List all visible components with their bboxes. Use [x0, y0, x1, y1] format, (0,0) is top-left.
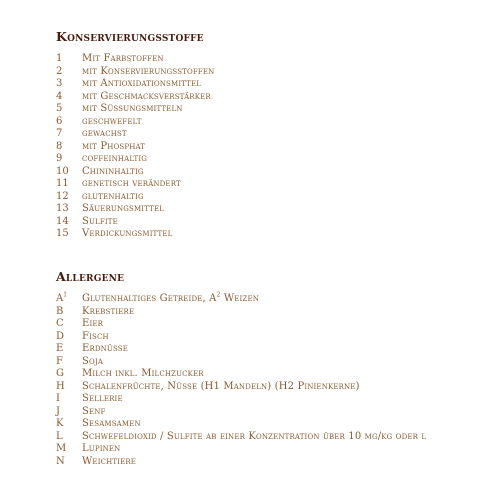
item-label: Verdickungsmittel: [82, 228, 173, 239]
item-label: Krebstiere: [82, 305, 135, 317]
item-label: Säuerungsmittel: [82, 203, 165, 214]
item-code: J: [56, 405, 61, 417]
list-item: [56, 78, 486, 91]
item-code: 4: [56, 90, 63, 102]
item-code: G: [56, 368, 64, 379]
item-code: 12: [56, 190, 69, 202]
item-label-main: Glutenhaltiges Getreide, A: [82, 293, 217, 304]
conservants-section: [56, 30, 486, 241]
item-label: Senf: [82, 405, 106, 417]
item-label: Milch inkl. Milchzucker: [82, 368, 204, 379]
list-item: [56, 318, 486, 331]
list-item: [56, 216, 486, 229]
list-item: [56, 53, 486, 66]
item-label: Erdnüsse: [82, 343, 128, 354]
item-label: Fisch: [82, 330, 109, 342]
item-label-superscript: 2: [216, 291, 221, 299]
list-item: [56, 66, 486, 79]
list-item: [56, 128, 486, 141]
list-item: [56, 418, 486, 431]
list-item: [56, 91, 486, 104]
item-code: 7: [56, 128, 63, 139]
item-code: 14: [56, 215, 69, 227]
list-item: [56, 356, 486, 369]
item-label: geschwefelt: [82, 115, 142, 127]
list-item: [56, 406, 486, 419]
item-label: Schwefeldioxid / Sulfite ab einer Konzentration über 10 mg/kg oder l: [82, 430, 427, 442]
item-code: 13: [56, 203, 69, 214]
item-label: Schalenfrüchte, Nüsse (H1 Mandeln) (H2 Pinienkerne): [82, 380, 360, 392]
allergens-heading: Allergene: [56, 269, 125, 284]
item-label: Sulfite: [82, 215, 118, 227]
item-label: Lupinen: [82, 443, 121, 454]
list-item: [56, 431, 486, 444]
item-code: E: [56, 343, 64, 354]
item-code: 3: [56, 78, 63, 89]
item-label-tail: Weizen: [220, 293, 259, 304]
item-code-letter: A: [56, 293, 64, 304]
item-code: 8: [56, 140, 63, 152]
item-label: mit Phosphat: [82, 140, 146, 152]
allergens-list: [56, 293, 486, 468]
item-label: Chininhaltig: [82, 165, 144, 177]
list-item: [56, 293, 486, 306]
item-code: B: [56, 305, 64, 317]
list-item: [56, 368, 486, 381]
item-code: 9: [56, 153, 63, 164]
item-code: 15: [56, 228, 69, 239]
item-label: Weichtiere: [82, 455, 137, 467]
item-code: N: [56, 455, 65, 467]
item-code: 11: [56, 178, 69, 189]
list-item: [56, 381, 486, 394]
item-code: [56, 293, 82, 306]
list-item: [56, 306, 486, 319]
item-label: mit Konservierungsstoffen: [82, 65, 215, 77]
item-label: Sellerie: [82, 393, 123, 404]
item-label: coffeinhaltig: [82, 153, 148, 164]
list-item: [56, 141, 486, 154]
list-item: [56, 228, 486, 241]
item-label: Soja: [82, 355, 104, 367]
item-label: Sesamsamen: [82, 418, 141, 429]
item-code: H: [56, 380, 65, 392]
item-code: I: [56, 393, 60, 404]
list-item: [56, 456, 486, 469]
list-item: [56, 343, 486, 356]
item-label: gewachst: [82, 128, 127, 139]
list-item: [56, 166, 486, 179]
item-code: K: [56, 418, 64, 429]
allergens-section: [56, 270, 486, 468]
item-label: mit Antioxidationsmittel: [82, 78, 202, 89]
item-code: C: [56, 318, 64, 329]
list-item: [56, 103, 486, 116]
list-item: [56, 153, 486, 166]
item-code: 5: [56, 103, 63, 114]
item-code: L: [56, 430, 63, 442]
item-label: Mit Farbstoffen: [82, 53, 164, 64]
item-label: [82, 293, 259, 306]
item-code: D: [56, 330, 65, 342]
list-item: [56, 443, 486, 456]
conservants-list: [56, 53, 486, 241]
item-code: 6: [56, 115, 63, 127]
list-item: [56, 331, 486, 344]
item-code: F: [56, 355, 63, 367]
list-item: [56, 191, 486, 204]
item-code: 2: [56, 65, 63, 77]
item-code: M: [56, 443, 67, 454]
item-label: mit Süssungsmitteln: [82, 103, 183, 114]
item-label: glutenhaltig: [82, 190, 144, 202]
item-label: mit Geschmacksverstärker: [82, 90, 211, 102]
list-item: [56, 178, 486, 191]
list-item: [56, 393, 486, 406]
list-item: [56, 116, 486, 129]
list-item: [56, 203, 486, 216]
conservants-heading: Konservierungsstoffe: [56, 29, 204, 44]
item-label: Eier: [82, 318, 104, 329]
item-code: 1: [56, 53, 63, 64]
item-label: genetisch verändert: [82, 178, 181, 189]
item-code-superscript: 1: [63, 291, 68, 299]
item-code: 10: [56, 165, 69, 177]
